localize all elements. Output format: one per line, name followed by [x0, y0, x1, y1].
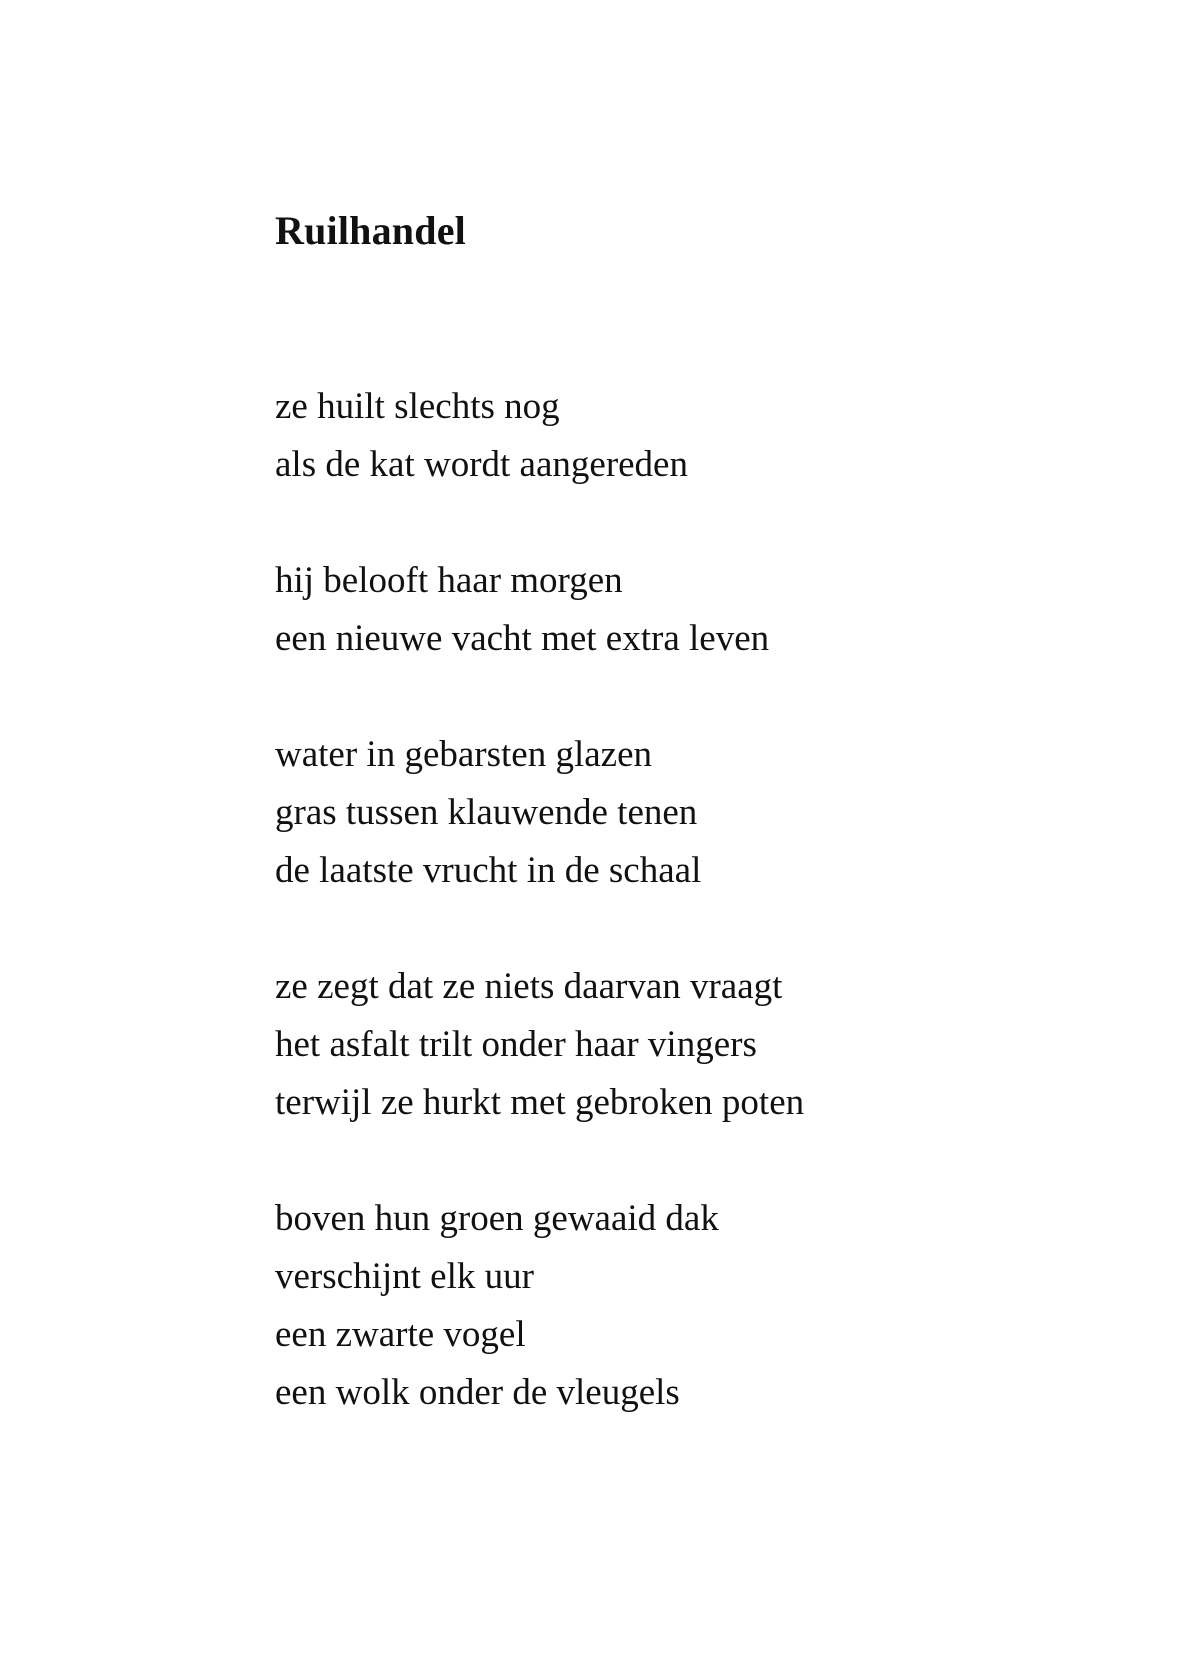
poem-title: Ruilhandel: [275, 208, 466, 253]
poem-line: hij belooft haar morgen: [275, 560, 623, 601]
poem-line: boven hun groen gewaaid dak: [275, 1198, 719, 1239]
poem-line: een nieuwe vacht met extra leven: [275, 618, 770, 659]
poem-body: [275, 378, 804, 1422]
poem-line: water in gebarsten glazen: [275, 734, 653, 775]
stanza-5: [275, 1190, 804, 1422]
stanza-2: [275, 552, 804, 668]
poem-line: de laatste vrucht in de schaal: [275, 850, 702, 891]
stanza-1: [275, 378, 804, 494]
poem-line: het asfalt trilt onder haar vingers: [275, 1024, 757, 1065]
poem-line: verschijnt elk uur: [275, 1256, 534, 1297]
stanza-4: [275, 958, 804, 1132]
stanza-3: [275, 726, 804, 900]
poem-line: ze huilt slechts nog: [275, 386, 560, 427]
poem-line: terwijl ze hurkt met gebroken poten: [275, 1082, 805, 1123]
poem-line: een wolk onder de vleugels: [275, 1372, 680, 1413]
poem-line: gras tussen klauwende tenen: [275, 792, 698, 833]
poem-line: een zwarte vogel: [275, 1314, 526, 1355]
poem-line: als de kat wordt aangereden: [275, 444, 688, 485]
poem-line: ze zegt dat ze niets daarvan vraagt: [275, 966, 783, 1007]
